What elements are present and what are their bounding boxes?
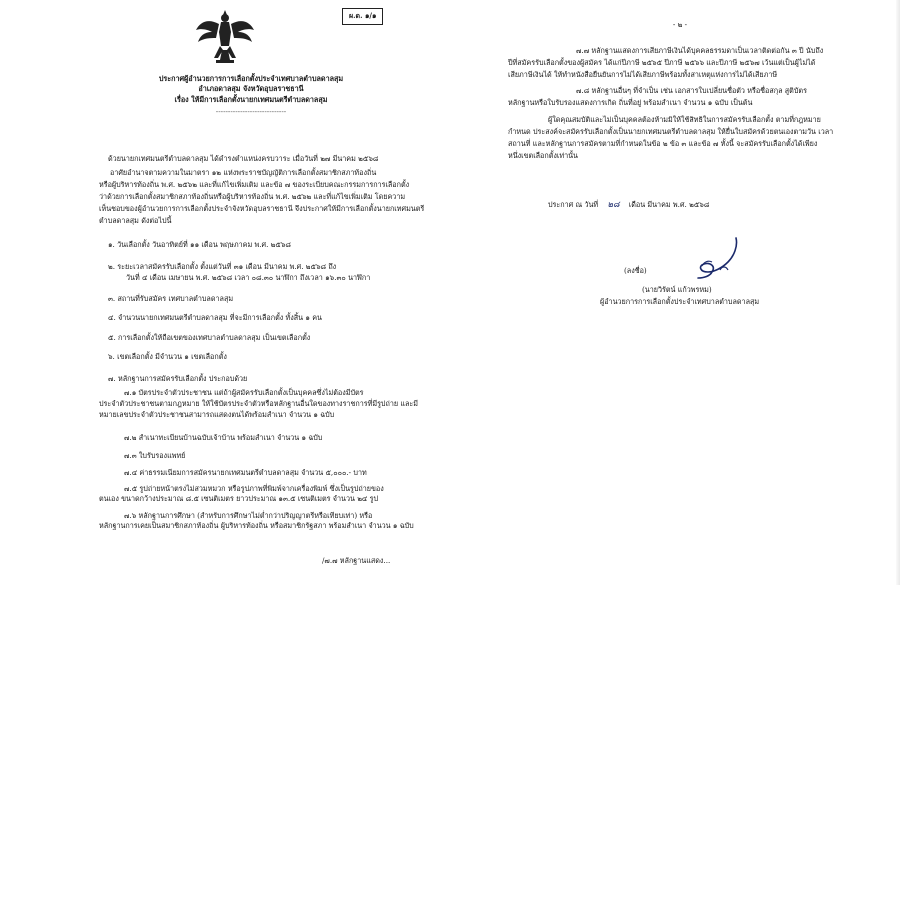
p2-line: สถานที่ และหลักฐานการสมัครตามที่กำหนดในข้อ ๒ ข้อ ๓ และข้อ ๗ ทั้งนี้ จะสมัครรับเลือกตั้งได้เพียง bbox=[508, 139, 818, 148]
p2-line: กำหนด ประสงค์จะสมัครรับเลือกตั้งเป็นนายกเทศมนตรีตำบลดาลสุม ให้ยื่นใบสมัครด้วยตนเองตามวัน เวลา bbox=[508, 127, 834, 136]
item-4: ๔. จำนวนนายกเทศมนตรีตำบลดาลสุม ที่จะมีการเลือกตั้ง ทั้งสิ้น ๑ คน bbox=[108, 313, 322, 322]
p2-line: ปีที่สมัครรับเลือกตั้งของผู้สมัคร ได้แก่ปีภาษี ๒๕๖๕ ปีภาษี ๒๕๖๖ และปีภาษี ๒๕๖๗ เว้นแต่เป็นผู้ไม่ได้ bbox=[508, 58, 816, 67]
document-page-2 bbox=[460, 0, 900, 585]
p2-line: หนึ่งเขตเลือกตั้งเท่านั้น bbox=[508, 151, 578, 160]
sub-item-7-1: ๗.๑ บัตรประจำตัวประชาชน แต่ถ้าผู้สมัครรับเลือกตั้งเป็นบุคคลซึ่งไม่ต้องมีบัตร bbox=[124, 388, 364, 397]
header-line-2: อำเภอดาลสุม จังหวัดอุบลราชธานี bbox=[198, 84, 304, 93]
p2-line: หลักฐานหรือใบรับรองแสดงการเกิด ถิ่นที่อยู่ พร้อมสำเนา จำนวน ๑ ฉบับ เป็นต้น bbox=[508, 98, 753, 107]
signature-icon bbox=[678, 236, 748, 284]
sub-item-7-1-cont: ประจำตัวประชาชนตามกฎหมาย ให้ใช้บัตรประจำตัวหรือหลักฐานอื่นใดของทางราชการที่มีรูปถ่าย และมี bbox=[99, 399, 419, 408]
signer-name: (นายวิรัตน์ แก้วพรหม) bbox=[642, 285, 712, 294]
para2-line: ตำบลดาลสุม ดังต่อไปนี้ bbox=[99, 216, 172, 225]
continued-note: /๗.๗ หลักฐานแสดง... bbox=[322, 556, 391, 565]
announce-day: ๒๘ bbox=[607, 200, 620, 210]
announce-prefix: ประกาศ ณ วันที่ bbox=[548, 200, 599, 209]
garuda-emblem-icon bbox=[194, 8, 256, 68]
p2-line: เสียภาษีเงินได้ ให้ทำหนังสือยืนยันการไม่ได้เสียภาษีพร้อมทั้งสาเหตุแห่งการไม่ได้เสียภาษี bbox=[508, 70, 778, 79]
signer-title: ผู้อำนวยการการเลือกตั้งประจำเทศบาลตำบลดาลสุม bbox=[600, 297, 760, 306]
header-line-3: เรื่อง ให้มีการเลือกตั้งนายกเทศมนตรีตำบลดาลสุม bbox=[174, 95, 328, 104]
item-2: ๒. ระยะเวลาสมัครรับเลือกตั้ง ตั้งแต่วันที่ ๓๑ เดือน มีนาคม พ.ศ. ๒๕๖๘ ถึง bbox=[108, 262, 337, 271]
sub-item-7-6-cont: หลักฐานการเคยเป็นสมาชิกสภาท้องถิ่น ผู้บริหารท้องถิ่น หรือสมาชิกรัฐสภา พร้อมสำเนา จำนวน ๑ ฉบับ bbox=[99, 521, 414, 530]
announce-line bbox=[548, 200, 709, 210]
document-code-badge: ผ.ด. ๑/๑ bbox=[342, 8, 383, 25]
para2-line: เห็นชอบของผู้อำนวยการการเลือกตั้งประจำจังหวัดอุบลราชธานี จึงประกาศให้มีการเลือกตั้งนายกเทศมนตรี bbox=[99, 204, 425, 213]
para2-line: หรือผู้บริหารท้องถิ่น พ.ศ. ๒๕๖๒ และที่แก้ไขเพิ่มเติม และข้อ ๗ ของระเบียบคณะกรรมการการเลือกตั้ง bbox=[99, 180, 410, 189]
item-1: ๑. วันเลือกตั้ง วันอาทิตย์ที่ ๑๑ เดือน พฤษภาคม พ.ศ. ๒๕๖๘ bbox=[108, 240, 291, 249]
item-2-cont: วันที่ ๔ เดือน เมษายน พ.ศ. ๒๕๖๘ เวลา ๐๘.๓๐ นาฬิกา ถึงเวลา ๑๖.๓๐ นาฬิกา bbox=[126, 273, 371, 282]
p2-line: ๗.๗ หลักฐานแสดงการเสียภาษีเงินได้บุคคลธรรมดาเป็นเวลาติดต่อกัน ๓ ปี นับถึง bbox=[576, 46, 824, 55]
announce-suffix: เดือน มีนาคม พ.ศ. ๒๕๖๘ bbox=[628, 200, 710, 209]
intro-paragraph: ด้วยนายกเทศมนตรีตำบลดาลสุม ได้ดำรงตำแหน่งครบวาระ เมื่อวันที่ ๒๗ มีนาคม ๒๕๖๘ bbox=[108, 154, 379, 163]
header-separator: ----------------------------- bbox=[215, 107, 287, 116]
sub-item-7-4: ๗.๔ ค่าธรรมเนียมการสมัครนายกเทศมนตรีตำบลดาลสุม จำนวน ๕,๐๐๐.- บาท bbox=[124, 468, 367, 477]
sub-item-7-1-cont: หมายเลขประจำตัวประชาชนสามารถแสดงตนได้พร้อมสำเนา จำนวน ๑ ฉบับ bbox=[99, 410, 335, 419]
item-6: ๖. เขตเลือกตั้ง มีจำนวน ๑ เขตเลือกตั้ง bbox=[108, 352, 227, 361]
item-3: ๓. สถานที่รับสมัคร เทศบาลตำบลดาลสุม bbox=[108, 294, 234, 303]
page-edge-shadow bbox=[896, 0, 900, 585]
p2-line: ๗.๘ หลักฐานอื่นๆ ที่จำเป็น เช่น เอกสารใบเปลี่ยนชื่อตัว หรือชื่อสกุล สูติบัตร bbox=[576, 86, 807, 95]
signed-label: (ลงชื่อ) bbox=[624, 266, 647, 275]
sub-item-7-2: ๗.๒ สำเนาทะเบียนบ้านฉบับเจ้าบ้าน พร้อมสำเนา จำนวน ๑ ฉบับ bbox=[124, 433, 323, 442]
p2-line: ผู้ใดคุณสมบัติและไม่เป็นบุคคลต้องห้ามมิให้ใช้สิทธิในการสมัครรับเลือกตั้ง ตามที่กฎหมาย bbox=[548, 115, 821, 124]
para2-line: อาศัยอำนาจตามความในมาตรา ๑๒ แห่งพระราชบัญญัติการเลือกตั้งสมาชิกสภาท้องถิ่น bbox=[110, 168, 377, 177]
sub-item-7-5: ๗.๕ รูปถ่ายหน้าตรงไม่สวมหมวก หรือรูปภาพที่พิมพ์จากเครื่องพิมพ์ ซึ่งเป็นรูปถ่ายของ bbox=[124, 484, 384, 493]
sub-item-7-6: ๗.๖ หลักฐานการศึกษา (สำหรับการศึกษาไม่ต่ำกว่าปริญญาตรีหรือเทียบเท่า) หรือ bbox=[124, 511, 373, 520]
sub-item-7-5-cont: ตนเอง ขนาดกว้างประมาณ ๘.๕ เซนติเมตร ยาวประมาณ ๑๓.๕ เซนติเมตร จำนวน ๒๔ รูป bbox=[99, 494, 379, 503]
item-5: ๕. การเลือกตั้งให้ถือเขตของเทศบาลตำบลดาลสุม เป็นเขตเลือกตั้ง bbox=[108, 333, 311, 342]
header-line-1: ประกาศผู้อำนวยการการเลือกตั้งประจำเทศบาลตำบลดาลสุม bbox=[158, 74, 344, 83]
sub-item-7-3: ๗.๓ ใบรับรองแพทย์ bbox=[124, 451, 186, 460]
document-page-1 bbox=[44, 0, 458, 580]
page-number: - ๒ - bbox=[672, 20, 688, 29]
item-7: ๗. หลักฐานการสมัครรับเลือกตั้ง ประกอบด้วย bbox=[108, 374, 248, 383]
para2-line: ว่าด้วยการเลือกตั้งสมาชิกสภาท้องถิ่นหรือผู้บริหารท้องถิ่น พ.ศ. ๒๕๖๒ และที่แก้ไขเพิ่มเติม โดยความ bbox=[99, 192, 406, 201]
